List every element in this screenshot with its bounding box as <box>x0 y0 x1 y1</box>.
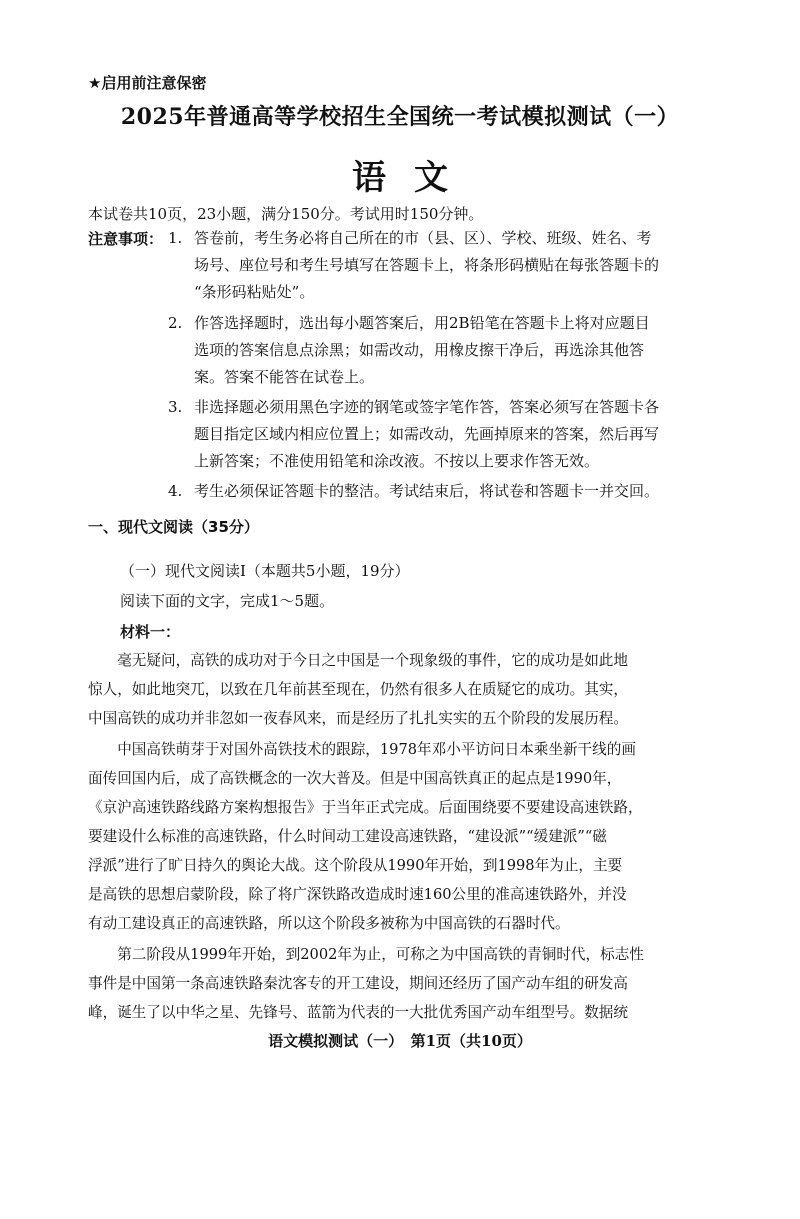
notice-line: 作答选择题时，选出每小题答案后，用2B铅笔在答题卡上将对应题目 <box>194 314 650 332</box>
notice-line: 场号、座位号和考生号填写在答题卡上，将条形码横贴在每张答题卡的 <box>194 256 660 274</box>
notice-line: 选项的答案信息点涂黑；如需改动，用橡皮擦干净后，再选涂其他答 <box>194 341 645 359</box>
passage-line: 面传回国内后，成了高铁概念的一次大普及。但是中国高铁真正的起点是1990年， <box>88 770 622 787</box>
passage-line: 中国高铁萌芽于对国外高铁技术的跟踪，1978年邓小平访问日本乘坐新干线的画 <box>88 741 636 758</box>
passage-line: 浮派”进行了旷日持久的舆论大战。这个阶段从1990年开始，到1998年为止，主要 <box>88 857 623 874</box>
notice-line: 考生必须保证答题卡的整洁。考试结束后，将试卷和答题卡一并交回。 <box>194 482 660 500</box>
passage-line: 《京沪高速铁路线路方案构想报告》于当年正式完成。后面围绕要不要建设高速铁路， <box>88 799 643 816</box>
passage-line: 有动工建设真正的高速铁路，所以这个阶段多被称为中国高铁的石器时代。 <box>88 915 570 932</box>
page-footer: 语文模拟测试（一） 第1页（共10页） <box>268 1032 532 1050</box>
notice-item-4 <box>168 478 659 505</box>
passage-line: 峰，诞生了以中华之星、先锋号、蓝箭为代表的一大批优秀国产动车组型号。数据统 <box>88 1004 628 1021</box>
notice-line: “条形码粘贴处”。 <box>194 283 315 301</box>
notice-line: 上新答案；不准使用铅笔和涂改液。不按以上要求作答无效。 <box>194 452 600 470</box>
passage-line: 中国高铁的成功并非忽如一夜春风来，而是经历了扎扎实实的五个阶段的发展历程。 <box>88 710 628 727</box>
notice-line: 题目指定区域内相应位置上；如需改动，先画掉原来的答案，然后再写 <box>194 425 660 443</box>
exam-intro: 本试卷共10页，23小题，满分150分。考试用时150分钟。 <box>88 205 484 223</box>
subsection-title: （一）现代文阅读Ⅰ（本题共5小题，19分） <box>120 562 410 580</box>
exam-title: 2025年普通高等学校招生全国统一考试模拟测试（一） <box>120 104 680 130</box>
notice-number: 1. <box>168 229 183 247</box>
notice-line: 案。答案不能答在试卷上。 <box>194 368 375 386</box>
notice-item-3 <box>168 394 659 475</box>
notice-label: 注意事项： <box>88 230 164 248</box>
notice-line: 答卷前，考生务必将自己所在的市（县、区）、学校、班级、姓名、考 <box>194 229 652 247</box>
confidential-mark: ★启用前注意保密 <box>88 74 207 92</box>
notice-number: 3. <box>168 398 183 416</box>
passage-line: 毫无疑问，高铁的成功对于今日之中国是一个现象级的事件，它的成功是如此地 <box>88 652 628 669</box>
reading-instruction: 阅读下面的文字，完成1～5题。 <box>120 592 335 610</box>
passage-line: 要建设什么标准的高速铁路，什么时间动工建设高速铁路，“建设派”“缓建派”“磁 <box>88 828 607 845</box>
passage-line: 惊人，如此地突兀，以致在几年前甚至现在，仍然有很多人在质疑它的成功。其实， <box>88 681 628 698</box>
notice-number: 2. <box>168 314 183 332</box>
passage-line: 是高铁的思想启蒙阶段，除了将广深铁路改造成时速160公里的准高速铁路外，并没 <box>88 886 627 903</box>
passage-line: 事件是中国第一条高速铁路秦沈客专的开工建设，期间还经历了国产动车组的研发高 <box>88 975 628 992</box>
passage-line: 第二阶段从1999年开始，到2002年为止，可称之为中国高铁的青铜时代，标志性 <box>88 946 644 963</box>
notice-item-2 <box>168 310 650 391</box>
notice-line: 非选择题必须用黑色字迹的钢笔或签字笔作答，答案必须写在答题卡各 <box>194 398 660 416</box>
material-label: 材料一： <box>120 623 181 641</box>
notice-item-1 <box>168 225 659 306</box>
notice-number: 4. <box>168 482 183 500</box>
subject-title: 语文 <box>352 158 476 198</box>
section-title: 一、现代文阅读（35分） <box>88 518 259 536</box>
